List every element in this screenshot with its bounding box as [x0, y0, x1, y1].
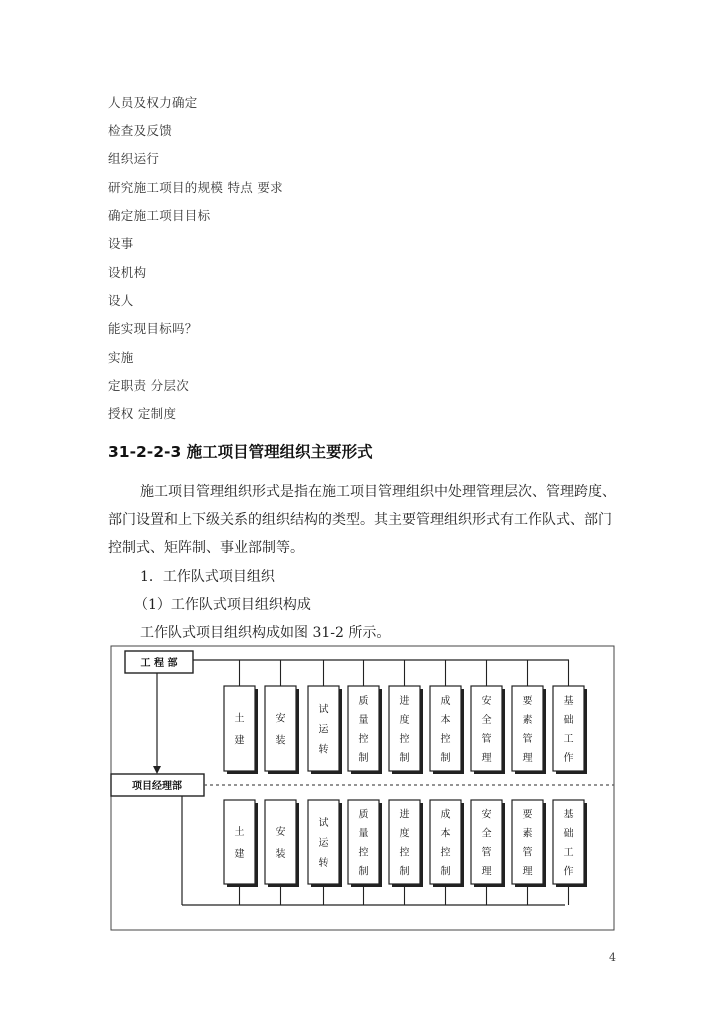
department-label-char: 控 [399, 847, 410, 859]
department-label-char: 管 [481, 734, 492, 745]
department-label-char: 成 [440, 809, 451, 821]
department-label-char: 本 [440, 715, 451, 726]
flow-step: 研究施工项目的规模 特点 要求 [108, 180, 283, 195]
flow-step: 人员及权力确定 [108, 95, 198, 110]
department-label-char: 作 [563, 866, 574, 878]
department-label-char: 作 [563, 753, 574, 764]
department-label-char: 试 [318, 704, 329, 716]
department-label-char: 安 [481, 809, 492, 821]
department-label-char: 础 [563, 715, 574, 726]
department-label-char: 装 [275, 735, 286, 747]
department-label-char: 素 [522, 715, 533, 726]
department-label-char: 控 [440, 847, 451, 859]
department-box [224, 686, 255, 771]
department-label-char: 进 [399, 696, 410, 707]
department-label-char: 要 [522, 696, 533, 707]
department-label-char: 土 [234, 827, 245, 838]
department-label-char: 要 [522, 809, 533, 821]
department-label-char: 基 [563, 696, 574, 707]
department-label-char: 制 [399, 866, 410, 878]
department-label-char: 安 [481, 696, 492, 707]
department-label-char: 管 [522, 847, 533, 859]
department-label-char: 础 [563, 828, 574, 840]
department-label-char: 控 [399, 734, 410, 745]
department-label-char: 运 [318, 724, 329, 736]
department-label-char: 制 [440, 866, 451, 878]
department-label-char: 试 [318, 818, 329, 829]
department-label-char: 土 [234, 713, 245, 725]
department-label-char: 理 [481, 753, 492, 764]
department-box [224, 800, 255, 884]
department-label-char: 管 [481, 847, 492, 859]
section-heading: 31-2-2-3 施工项目管理组织主要形式 [108, 443, 373, 461]
engineering-dept-label: 工 程 部 [140, 658, 178, 669]
department-box [265, 686, 296, 771]
department-label-char: 度 [399, 715, 410, 726]
flow-step: 实施 [108, 350, 134, 365]
department-label-char: 理 [481, 866, 492, 878]
department-label-char: 素 [522, 828, 533, 840]
department-label-char: 全 [481, 715, 492, 726]
department-label-char: 安 [275, 713, 286, 725]
department-label-char: 工 [563, 847, 574, 859]
department-label-char: 装 [275, 849, 286, 860]
department-label-char: 管 [522, 734, 533, 745]
intro-paragraph: 施工项目管理组织形式是指在施工项目管理组织中处理管理层次、管理跨度、部门设置和上下级关系的组织结构的类型。其主要管理组织形式有工作队式、部门控制式、矩阵制、事业部制等。 [108, 484, 616, 556]
page-number: 4 [609, 951, 616, 964]
flow-step: 能实现目标吗？ [108, 321, 198, 336]
department-label-char: 控 [440, 734, 451, 745]
flow-step: 授权 定制度 [108, 406, 177, 421]
department-label-char: 理 [522, 753, 533, 764]
department-label-char: 度 [399, 828, 410, 840]
department-label-char: 全 [481, 828, 492, 840]
department-boxes [224, 660, 587, 905]
flow-step: 组织运行 [108, 151, 160, 166]
project-manager-dept-label: 项目经理部 [132, 781, 182, 792]
department-label-char: 工 [563, 734, 574, 745]
subsection-title: 1．工作队式项目组织 [140, 569, 275, 585]
flow-step: 设人 [108, 293, 134, 308]
department-label-char: 建 [234, 849, 245, 860]
department-label-char: 量 [358, 828, 369, 840]
flow-step: 设事 [108, 236, 134, 251]
flow-step: 设机构 [108, 265, 147, 280]
department-label-char: 转 [318, 858, 329, 869]
department-label-char: 成 [440, 696, 451, 707]
department-label-char: 运 [318, 838, 329, 849]
department-label-char: 控 [358, 734, 369, 745]
flow-step: 确定施工项目目标 [108, 208, 211, 223]
department-label-char: 质 [358, 809, 369, 821]
department-label-char: 基 [563, 809, 574, 821]
department-label-char: 质 [358, 696, 369, 707]
department-label-char: 量 [358, 715, 369, 726]
department-label-char: 制 [358, 866, 369, 878]
figure-caption: 工作队式项目组织构成如图 31-2 所示。 [140, 625, 391, 641]
department-label-char: 转 [318, 744, 329, 756]
department-label-char: 进 [399, 809, 410, 821]
department-label-char: 理 [522, 866, 533, 878]
department-label-char: 安 [275, 827, 286, 838]
department-label-char: 建 [234, 735, 245, 747]
department-label-char: 制 [399, 753, 410, 764]
subsection-subtitle: （1）工作队式项目组织构成 [134, 597, 311, 613]
flow-step: 定职责 分层次 [108, 378, 190, 393]
department-label-char: 制 [358, 753, 369, 764]
department-label-char: 制 [440, 753, 451, 764]
department-label-char: 本 [440, 828, 451, 840]
department-box [265, 800, 296, 884]
department-label-char: 控 [358, 847, 369, 859]
flow-step: 检查及反馈 [108, 123, 173, 138]
